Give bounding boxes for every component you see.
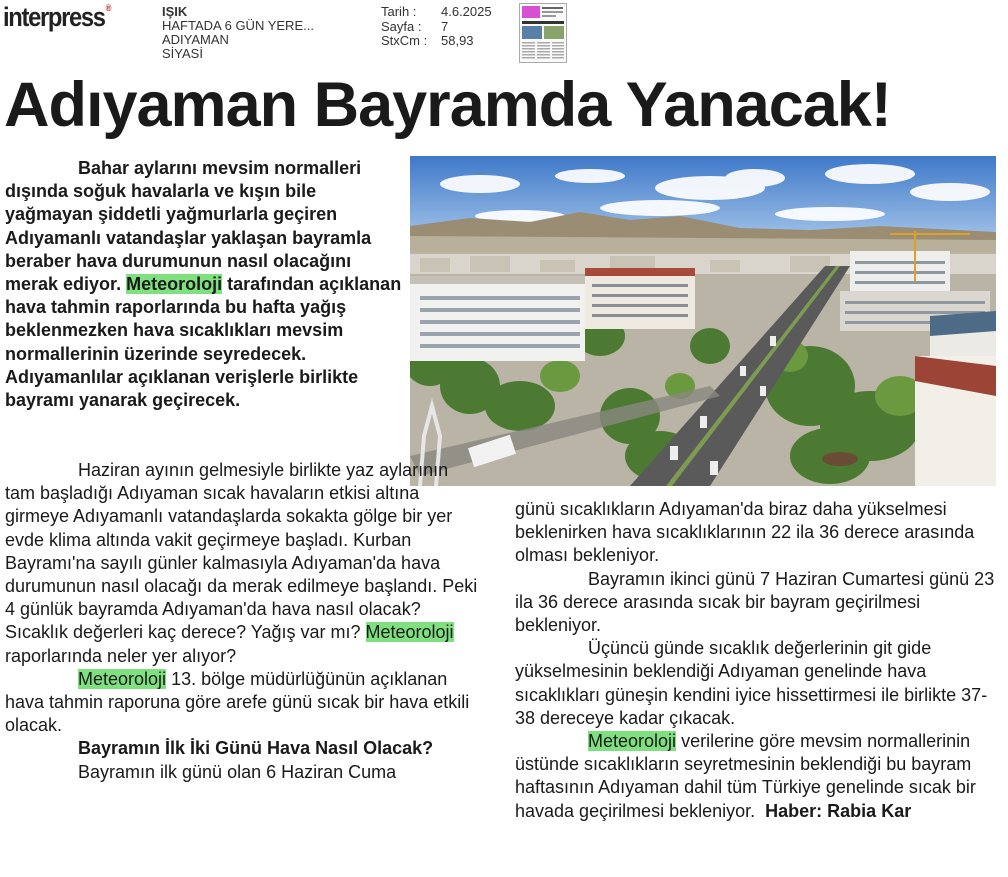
clipping-headline: HAFTADA 6 GÜN YERE... bbox=[162, 18, 314, 33]
article-paragraph-6: Meteoroloji verilerine göre mevsim normallerinin üstünde sıcaklıkların seyretmesinin beklendiği bu bayram haftasının Adıyaman dahil tüm Türkiye genelinde sıcak bir havada geçirilmesi bekleniyor. Haber: Rabia Kar bbox=[515, 731, 976, 821]
article-paragraph-5: Üçüncü günde sıcaklık değerlerinin git gide yükselmesinin beklendiği Adıyaman genelinde hava sıcaklıkları güneşin kendini iyice hissettirmesi ile birlikte 37-38 dereceye kadar çıkacak. bbox=[515, 638, 988, 728]
article-paragraph-3-continued: günü sıcaklıkların Adıyaman'da biraz daha yükselmesi beklenirken hava sıcaklıklarının 22 ila 36 derece arasında olması bekleniyor. bbox=[515, 499, 975, 566]
page-thumbnail[interactable] bbox=[519, 3, 567, 63]
article-column-left-lower bbox=[5, 459, 483, 784]
article-byline: Haber: Rabia Kar bbox=[765, 800, 912, 821]
article-paragraph-1: Haziran ayının gelmesiyle birlikte yaz aylarının tam başladığı Adıyaman sıcak havaların etkisi altına girmeye Adıyamanlı vatandaşlarda sokakta gölge bir yer evde klima altında vakit geçirmeye başladı. Kurban Bayramı'na sayılı günler kalmasıyla Adıyaman'da hava durumunun nasıl olacağı da merak edilmeye başlandı. Peki 4 günlük bayramda Adıyaman'da hava nasıl olacak? Sıcaklık değerleri kaç derece? Yağış var mı? Meteoroloji raporlarında neler yer alıyor? bbox=[5, 460, 478, 666]
interpress-logo: interpress® bbox=[3, 2, 111, 32]
highlight-meteoroloji: Meteoroloji bbox=[126, 274, 223, 295]
stxcm-label: StxCm : bbox=[381, 33, 428, 48]
clipping-category: SİYASİ bbox=[162, 46, 203, 61]
article-subheading: Bayramın İlk İki Günü Hava Nasıl Olacak? bbox=[78, 738, 434, 759]
article-photo bbox=[410, 156, 996, 486]
article-paragraph-4: Bayramın ikinci günü 7 Haziran Cumartesi günü 23 ila 36 derece arasında sıcak bir bayram geçirilmesi bekleniyor. bbox=[515, 568, 995, 636]
page-label: Sayfa : bbox=[381, 18, 422, 34]
clipping-details bbox=[381, 5, 492, 49]
article-paragraph-2: Meteoroloji 13. bölge müdürlüğünün açıklanan hava tahmin raporuna göre arefe günü sıcak bir hava etkili olacak. bbox=[5, 668, 470, 736]
date-value: 4.6.2025 bbox=[441, 4, 492, 19]
article-paragraph-3: Bayramın ilk günü olan 6 Haziran Cuma bbox=[78, 761, 397, 782]
publication-name: IŞIK bbox=[162, 4, 188, 19]
clipping-city: ADIYAMAN bbox=[162, 32, 229, 47]
article-title: Adıyaman Bayramda Yanacak! bbox=[4, 70, 891, 140]
page-value: 7 bbox=[441, 18, 449, 34]
clipping-meta bbox=[162, 5, 314, 61]
article-lead: Bahar aylarını mevsim normalleri dışında soğuk havalarla ve kışın bile yağmayan şiddetli yağmurlarla geçiren Adıyamanlı vatandaşlar yaklaşan bayramla beraber hava durumunun nasıl olacağını merak ediyor. Meteoroloji tarafından açıklanan hava tahmin raporlarında bu hafta yağış beklenmezken hava sıcaklıkları mevsim normallerinin üzerinde seyredecek. Adıyamanlılar açıklanan verişlerle birlikte bayramı yanarak geçirecek. bbox=[5, 158, 402, 411]
highlight-meteoroloji: Meteoroloji bbox=[365, 622, 454, 643]
date-label: Tarih : bbox=[381, 4, 417, 19]
stxcm-value: 58,93 bbox=[441, 33, 474, 48]
highlight-meteoroloji: Meteoroloji bbox=[588, 731, 677, 752]
highlight-meteoroloji: Meteoroloji bbox=[78, 668, 167, 689]
article-column-right bbox=[515, 498, 995, 823]
article-column-left bbox=[5, 157, 403, 412]
